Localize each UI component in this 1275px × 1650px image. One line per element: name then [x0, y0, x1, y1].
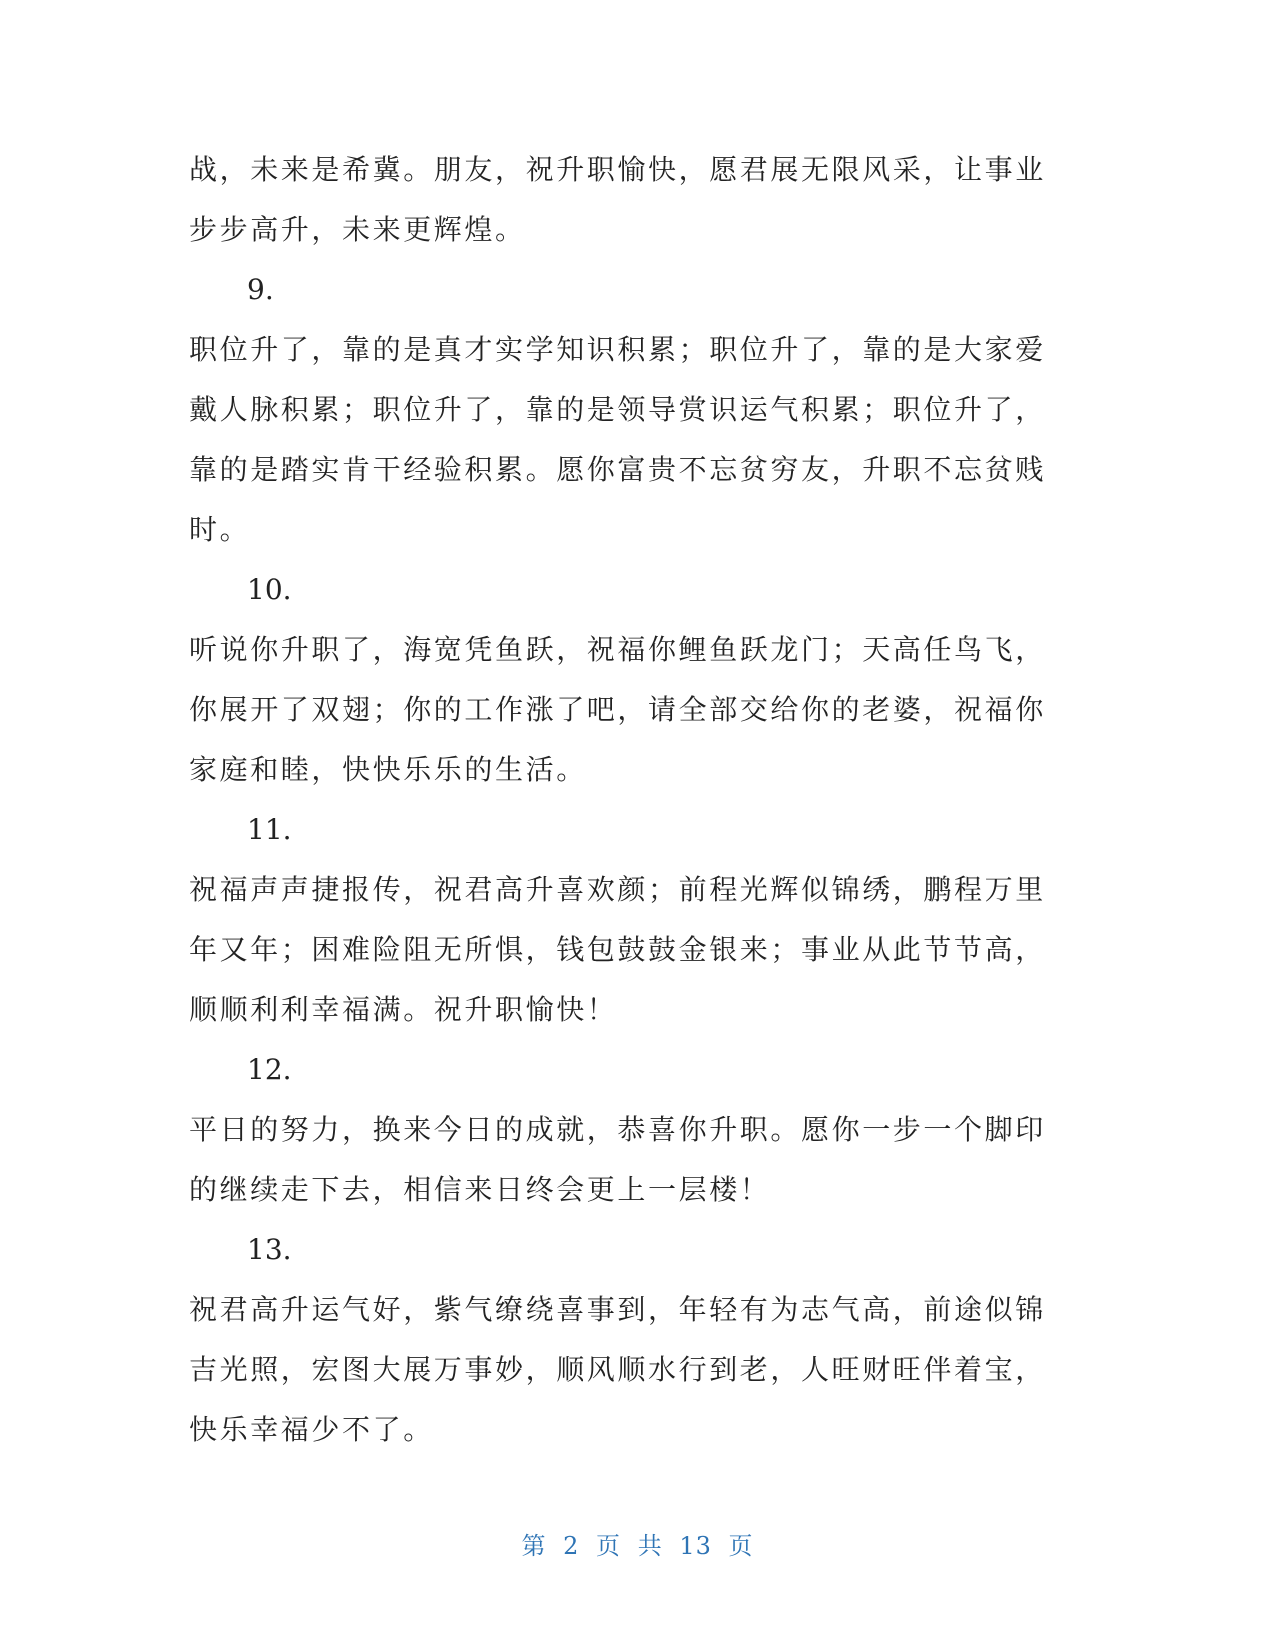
document-body — [189, 140, 1064, 1460]
body-line: 战，未来是希冀。朋友，祝升职愉快，愿君展无限风采，让事业 — [189, 153, 1046, 186]
item-number: 9. — [247, 273, 274, 306]
body-line: 戴人脉积累；职位升了，靠的是领导赏识运气积累；职位升了， — [189, 393, 1046, 426]
page-footer — [0, 1526, 1275, 1561]
item-number: 10. — [247, 573, 292, 606]
body-line: 快乐幸福少不了。 — [189, 1413, 434, 1446]
footer-page-word: 页 — [596, 1532, 622, 1560]
body-line: 听说你升职了，海宽凭鱼跃，祝福你鲤鱼跃龙门；天高任鸟飞， — [189, 633, 1046, 666]
body-line: 吉光照，宏图大展万事妙，顺风顺水行到老，人旺财旺伴着宝， — [189, 1353, 1046, 1386]
item-number: 11. — [247, 813, 292, 846]
body-line: 祝君高升运气好，紫气缭绕喜事到，年轻有为志气高，前途似锦 — [189, 1293, 1046, 1326]
body-line: 祝福声声捷报传，祝君高升喜欢颜；前程光辉似锦绣，鹏程万里 — [189, 873, 1046, 906]
body-line: 时。 — [189, 513, 251, 546]
footer-total-word: 共 — [637, 1532, 663, 1560]
body-line: 的继续走下去，相信来日终会更上一层楼！ — [189, 1173, 771, 1206]
footer-prefix: 第 — [521, 1532, 547, 1560]
body-line: 步步高升，未来更辉煌。 — [189, 213, 526, 246]
item-number: 12. — [247, 1053, 292, 1086]
body-line: 平日的努力，换来今日的成就，恭喜你升职。愿你一步一个脚印 — [189, 1113, 1046, 1146]
item-number: 13. — [247, 1233, 292, 1266]
body-line: 靠的是踏实肯干经验积累。愿你富贵不忘贫穷友，升职不忘贫贱 — [189, 453, 1046, 486]
footer-suffix: 页 — [728, 1532, 754, 1560]
current-page-number: 2 — [563, 1532, 580, 1560]
body-line: 你展开了双翅；你的工作涨了吧，请全部交给你的老婆，祝福你 — [189, 693, 1046, 726]
total-page-count: 13 — [679, 1532, 712, 1560]
body-line: 家庭和睦，快快乐乐的生活。 — [189, 753, 587, 786]
body-line: 年又年；困难险阻无所惧，钱包鼓鼓金银来；事业从此节节高， — [189, 933, 1046, 966]
body-line: 顺顺利利幸福满。祝升职愉快！ — [189, 993, 618, 1026]
body-line: 职位升了，靠的是真才实学知识积累；职位升了，靠的是大家爱 — [189, 333, 1046, 366]
